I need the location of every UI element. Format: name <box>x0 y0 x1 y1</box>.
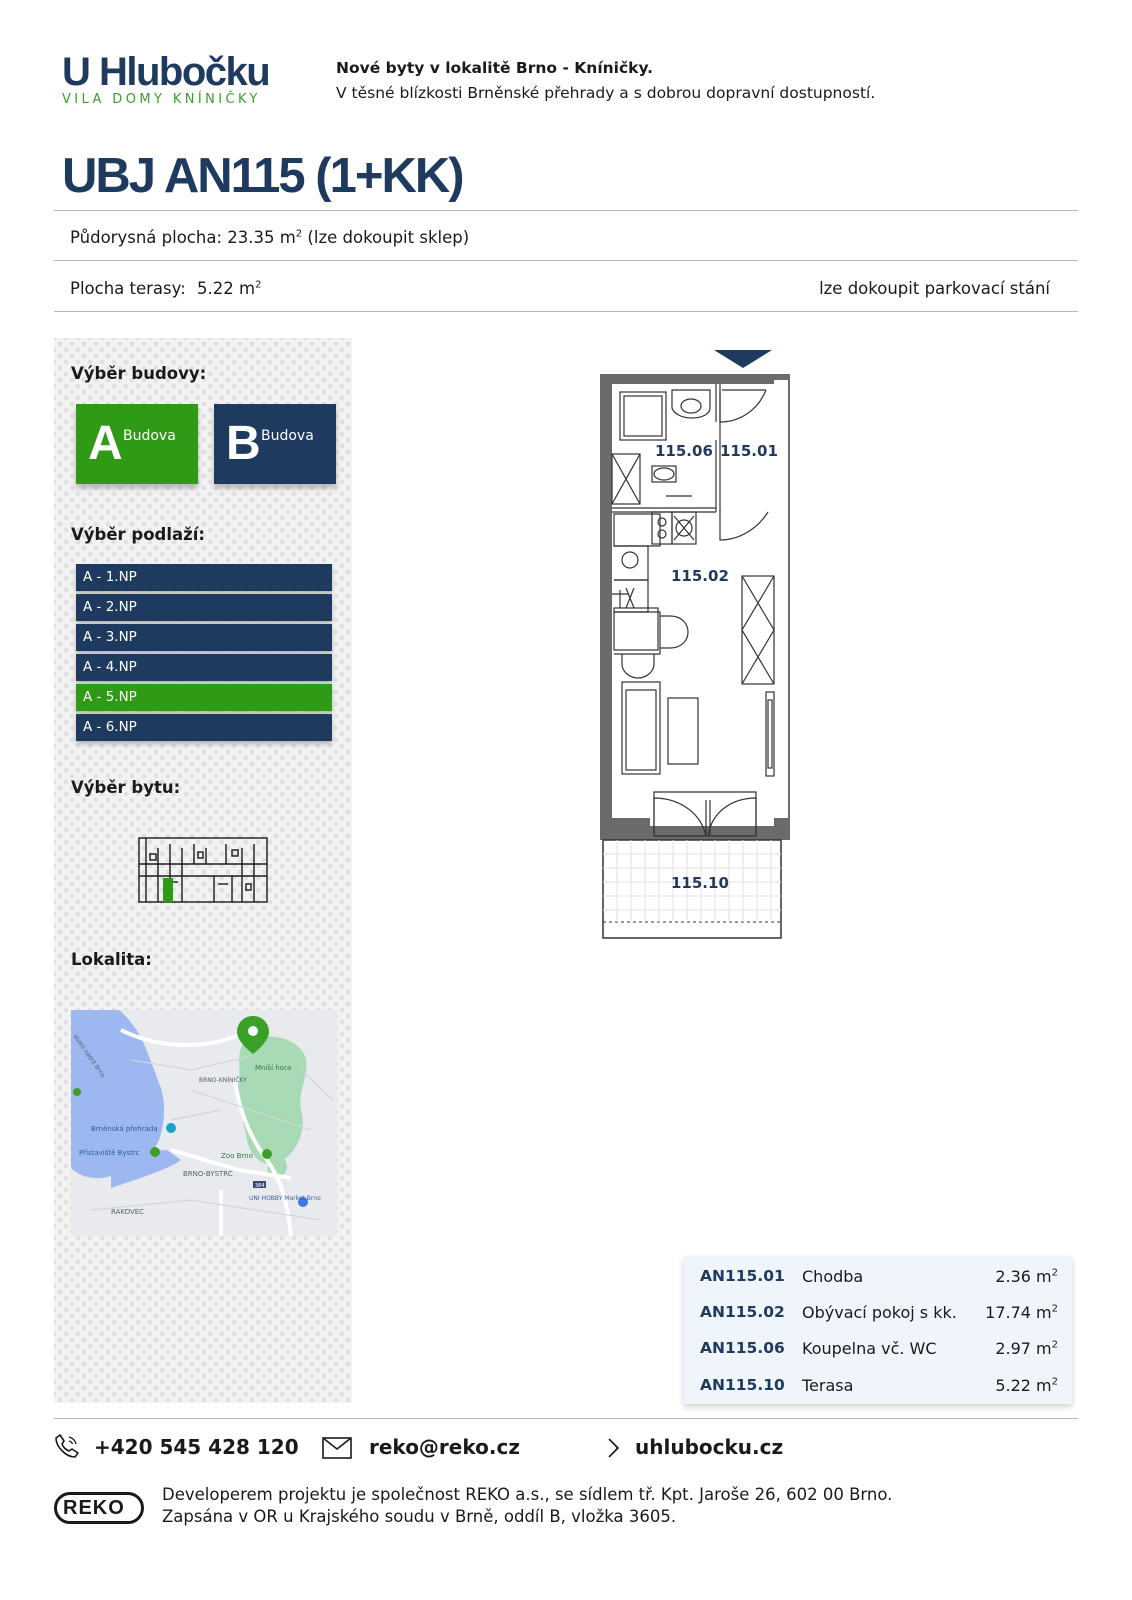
chevron-right-icon <box>606 1437 622 1459</box>
footer-line2: Zapsána v OR u Krajského soudu v Brně, oddíl B, vložka 3605. <box>162 1507 677 1526</box>
room-row <box>684 1259 1072 1296</box>
room-area-sup: 2 <box>1051 1303 1058 1315</box>
room-table <box>684 1256 1072 1404</box>
floor-area-label: Půdorysná plocha: 23.35 m <box>70 228 296 247</box>
room-label-115-01: 115.01 <box>720 442 778 460</box>
map-label-district2: BRNO-BYSTRC <box>183 1170 233 1178</box>
room-name: Koupelna vč. WC <box>802 1339 937 1358</box>
page-title: UBJ AN115 (1+KK) <box>62 149 463 203</box>
room-area <box>995 1339 1058 1358</box>
reko-logo <box>54 1492 144 1524</box>
phone-link[interactable]: +420 545 428 120 <box>94 1435 299 1459</box>
tagline <box>336 56 875 106</box>
map-label-reservoir: Brněnská přehrada <box>91 1125 158 1133</box>
floor-item-2np[interactable]: A - 2.NP <box>76 594 332 621</box>
room-area-sup: 2 <box>1051 1339 1058 1351</box>
building-a-label: Budova <box>123 428 176 444</box>
room-area-value: 17.74 m <box>985 1303 1052 1322</box>
divider <box>54 260 1078 261</box>
room-area <box>995 1376 1058 1395</box>
tagline-line1: Nové byty v lokalitě Brno - Kníničky. <box>336 59 654 77</box>
terrace-label: Plocha terasy: <box>70 279 186 298</box>
reko-logo-text: REKO <box>63 1497 125 1519</box>
floor-item-4np[interactable]: A - 4.NP <box>76 654 332 681</box>
room-row <box>684 1370 1072 1407</box>
terrace-value: 5.22 m <box>197 279 256 298</box>
footer-line1: Developerem projektu je společnost REKO a.s., se sídlem tř. Kpt. Jaroše 26, 602 00 Brno. <box>162 1485 893 1504</box>
location-map[interactable] <box>71 1010 337 1236</box>
mail-icon <box>322 1437 352 1459</box>
tagline-line2: V těsné blízkosti Brněnské přehrady a s dobrou dopravní dostupností. <box>336 84 876 102</box>
floor-item-6np[interactable]: A - 6.NP <box>76 714 332 741</box>
brand-logo <box>62 52 302 107</box>
divider <box>54 1418 1078 1419</box>
floor-area-note: (lze dokoupit sklep) <box>302 228 470 247</box>
floor-item-5np[interactable]: A - 5.NP <box>76 684 332 711</box>
terrace-unit-sup: 2 <box>255 279 262 291</box>
parking-note: lze dokoupit parkovací stání <box>819 279 1050 298</box>
room-row <box>684 1296 1072 1333</box>
floor-item-1np[interactable]: A - 1.NP <box>76 564 332 591</box>
map-label-zoo: Zoo Brno <box>221 1152 253 1160</box>
floor-area <box>70 228 469 247</box>
map-label-district3: RAKOVEC <box>111 1208 145 1216</box>
floor-plan <box>600 350 810 955</box>
brand-name: U Hlubočku <box>62 50 270 94</box>
building-b-letter: B <box>226 417 261 470</box>
selected-unit[interactable] <box>163 878 173 902</box>
floor-list <box>76 564 332 744</box>
map-label-pier: Přístaviště Bystrc <box>79 1149 140 1157</box>
room-label-115-02: 115.02 <box>671 567 729 585</box>
footer-text <box>162 1484 892 1528</box>
room-area-value: 2.36 m <box>995 1267 1052 1286</box>
room-name: Chodba <box>802 1267 864 1286</box>
map-label-hill: Mniší hora <box>255 1064 292 1072</box>
terrace-area <box>70 279 261 298</box>
room-code: AN115.06 <box>700 1339 785 1357</box>
floor-area-unit-sup: 2 <box>295 228 303 240</box>
brand-subtitle: VILA DOMY KNÍNIČKY <box>62 92 261 107</box>
building-b-button[interactable] <box>214 404 336 484</box>
location-heading: Lokalita: <box>71 950 152 969</box>
building-a-letter: A <box>88 417 123 470</box>
room-area-sup: 2 <box>1051 1376 1058 1388</box>
room-label-115-10: 115.10 <box>671 874 729 892</box>
map-label-district1: BRNO-KNÍNIČKY <box>199 1077 247 1084</box>
building-b-label: Budova <box>261 428 314 444</box>
room-area-value: 2.97 m <box>995 1339 1052 1358</box>
room-area <box>995 1267 1058 1286</box>
room-name: Terasa <box>802 1376 854 1395</box>
building-a-button[interactable] <box>76 404 198 484</box>
phone-icon <box>54 1433 80 1459</box>
web-link[interactable]: uhlubocku.cz <box>635 1435 784 1459</box>
map-label-store: UNI HOBBY Market Brno <box>249 1195 321 1202</box>
email-link[interactable]: reko@reko.cz <box>369 1435 520 1459</box>
floor-heading: Výběr podlaží: <box>71 525 206 544</box>
room-code: AN115.02 <box>700 1303 785 1321</box>
room-area-sup: 2 <box>1051 1267 1058 1279</box>
divider <box>54 210 1078 211</box>
room-label-115-06: 115.06 <box>655 442 713 460</box>
map-label-road: 384 <box>255 1183 265 1189</box>
unit-selector-plan[interactable] <box>136 836 270 906</box>
room-name: Obývací pokoj s kk. <box>802 1303 957 1322</box>
divider <box>54 311 1078 312</box>
selection-sidebar <box>54 338 352 1403</box>
floor-item-3np[interactable]: A - 3.NP <box>76 624 332 651</box>
room-code: AN115.10 <box>700 1376 785 1394</box>
map-label-reservoir-vertical: Vodní nádrž Brno <box>71 1033 107 1080</box>
unit-heading: Výběr bytu: <box>71 778 181 797</box>
entrance-arrow-icon <box>714 350 772 368</box>
room-row <box>684 1333 1072 1370</box>
room-area-value: 5.22 m <box>995 1376 1052 1395</box>
room-area <box>985 1303 1058 1322</box>
room-code: AN115.01 <box>700 1267 785 1285</box>
building-heading: Výběr budovy: <box>71 364 207 383</box>
